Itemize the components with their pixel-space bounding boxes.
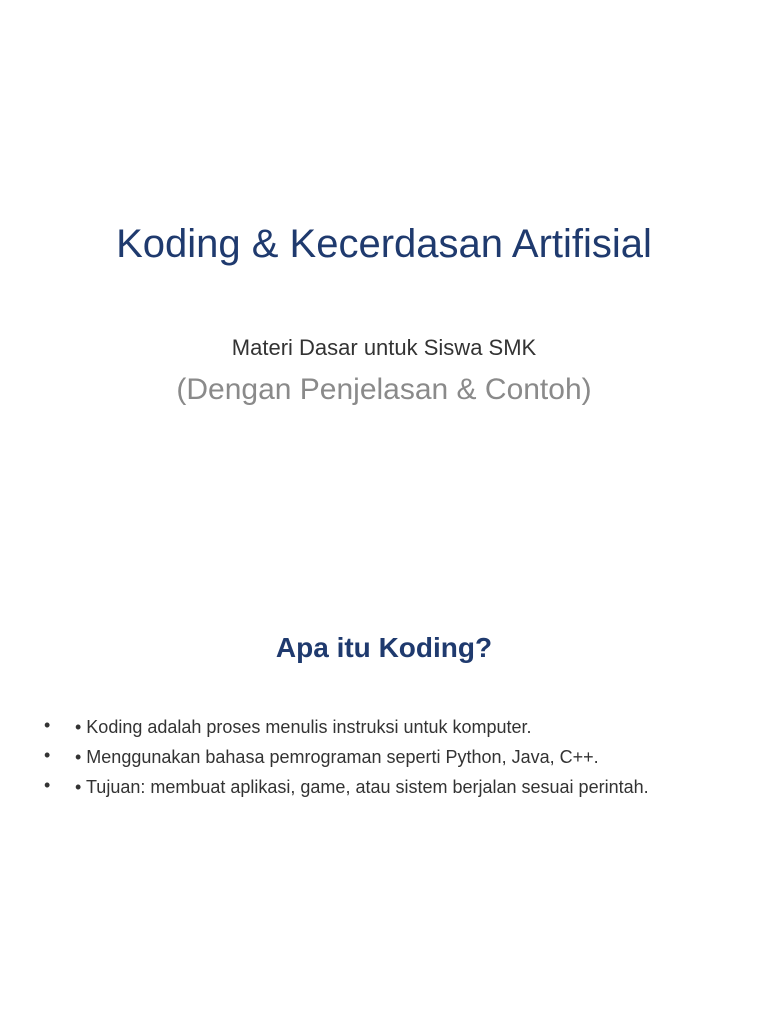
bullet-text: • Menggunakan bahasa pemrograman seperti Python, Java, C++.	[75, 747, 599, 767]
bullet-item	[44, 712, 744, 742]
bullet-marker: •	[44, 745, 51, 765]
slide-apa-itu-koding	[0, 512, 768, 1024]
slide-subtitle: Materi Dasar untuk Siswa SMK	[231, 335, 537, 360]
slide-subtitle-note: (Dengan Penjelasan & Contoh)	[176, 373, 592, 406]
bullet-text: • Koding adalah proses menulis instruksi untuk komputer.	[75, 717, 532, 737]
bullet-item	[44, 772, 744, 802]
bullet-text: • Tujuan: membuat aplikasi, game, atau sistem berjalan sesuai perintah.	[75, 777, 649, 797]
bullet-list	[44, 712, 744, 802]
bullet-marker: •	[44, 775, 51, 795]
slide-title-heading: Koding & Kecerdasan Artifisial	[116, 222, 652, 266]
slide-heading: Apa itu Koding?	[275, 632, 493, 663]
bullet-marker: •	[44, 715, 51, 735]
bullet-item	[44, 742, 744, 772]
